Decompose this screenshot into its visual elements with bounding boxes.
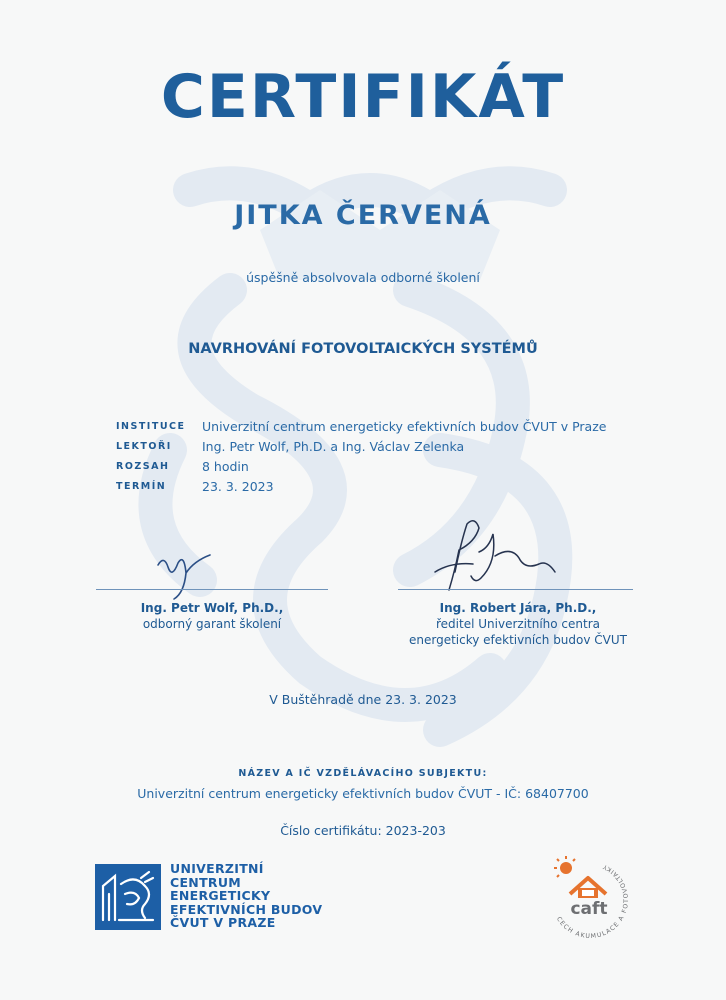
signatory-name: Ing. Robert Jára, Ph.D.,	[439, 601, 597, 615]
detail-row	[116, 436, 606, 456]
detail-label: LEKTOŘI	[116, 440, 172, 452]
certificate-number: Číslo certifikátu: 2023-203	[280, 823, 446, 838]
logo-line: CENTRUM	[170, 874, 242, 890]
recipient-name: JITKA ČERVENÁ	[234, 200, 492, 231]
detail-value: 8 hodin	[202, 458, 249, 474]
logo-line: UNIVERZITNÍ	[170, 861, 264, 876]
logo-line: ČVUT V PRAZE	[170, 915, 276, 930]
detail-value: Ing. Petr Wolf, Ph.D. a Ing. Václav Zelenka	[202, 438, 465, 454]
detail-label: TERMÍN	[116, 480, 167, 492]
signature-line-right	[398, 589, 633, 590]
logo-line: EFEKTIVNÍCH BUDOV	[170, 901, 323, 917]
signature-line-left	[96, 589, 328, 590]
caft-ring-text: CECH AKUMULACE A FOTOVOLTAIKY	[554, 862, 631, 941]
subject-value: Univerzitní centrum energeticky efektivních budov ČVUT - IČ: 68407700	[137, 786, 589, 801]
signatory-role: odborný garant školení	[142, 617, 282, 631]
details-table	[116, 416, 606, 496]
detail-label: ROZSAH	[116, 460, 170, 472]
caft-wordmark: caft	[570, 899, 608, 919]
signature-block-left	[96, 600, 328, 632]
place-date: V Buštěhradě dne 23. 3. 2023	[269, 692, 457, 707]
completed-text: úspěšně absolvovala odborné školení	[246, 270, 480, 285]
signature-left-icon	[150, 545, 220, 605]
detail-value: 23. 3. 2023	[202, 478, 274, 494]
logo-line: ENERGETICKY	[170, 888, 271, 903]
signature-block-right	[378, 600, 658, 648]
detail-row	[116, 456, 606, 476]
signatory-name: Ing. Petr Wolf, Ph.D.,	[140, 601, 284, 615]
caft-logo-icon	[540, 850, 640, 950]
uceeb-logo-text	[170, 862, 322, 930]
signatory-role-line1: ředitel Univerzitního centra	[436, 617, 600, 631]
certificate-title: CERTIFIKÁT	[160, 62, 566, 132]
uceeb-logo-icon	[95, 864, 161, 930]
signatory-role-line2: energeticky efektivních budov ČVUT	[408, 633, 627, 647]
detail-row	[116, 476, 606, 496]
detail-label: INSTITUCE	[116, 420, 186, 432]
course-name: NAVRHOVÁNÍ FOTOVOLTAICKÝCH SYSTÉMŮ	[188, 341, 538, 357]
detail-row	[116, 416, 606, 436]
detail-value: Univerzitní centrum energeticky efektivních budov ČVUT v Praze	[202, 418, 607, 434]
signature-right-icon	[415, 512, 565, 597]
subject-label: NÁZEV A IČ VZDĚLÁVACÍHO SUBJEKTU:	[238, 768, 488, 779]
